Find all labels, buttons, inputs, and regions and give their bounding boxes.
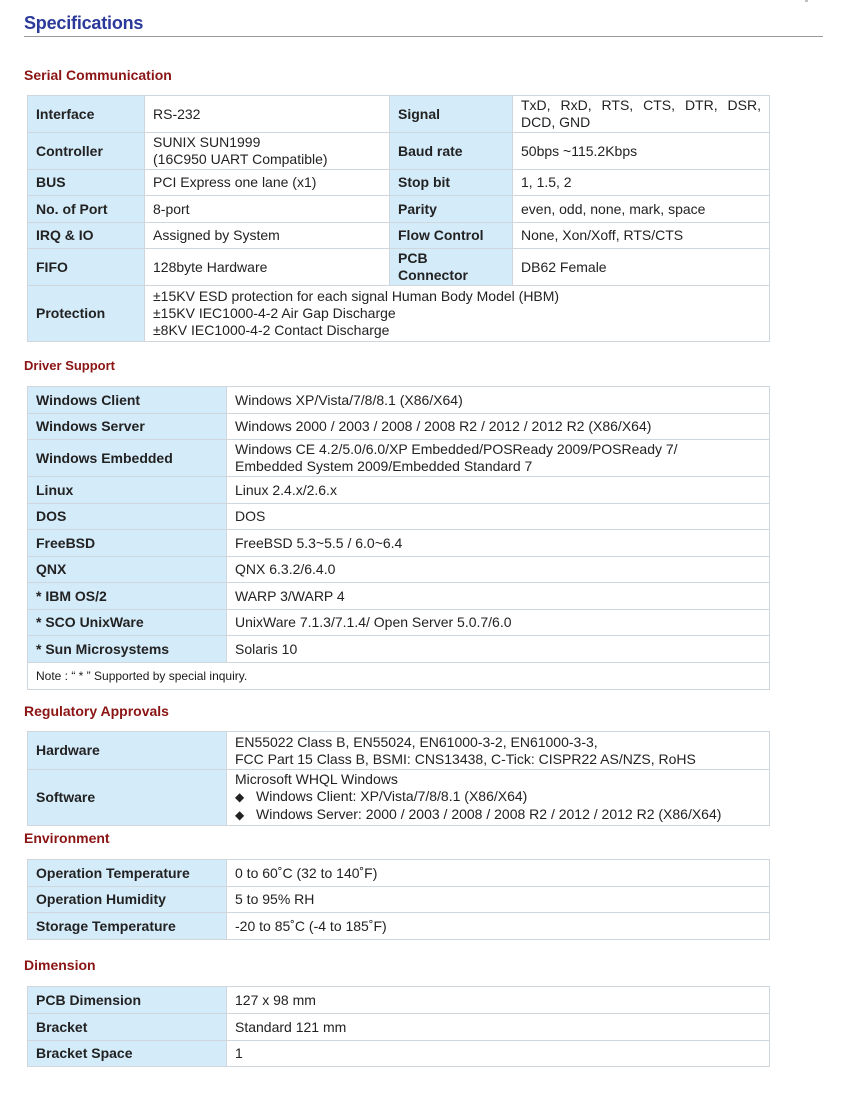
spec-value — [513, 96, 770, 133]
spec-label: PCB Dimension — [28, 987, 227, 1014]
spec-value: FreeBSD 5.3~5.5 / 6.0~6.4 — [227, 530, 770, 557]
table-row — [28, 770, 770, 826]
spec-label-line: Connector — [398, 267, 468, 283]
spec-label: Software — [28, 770, 227, 826]
spec-label: IRQ & IO — [28, 223, 145, 249]
spec-value: 8-port — [145, 196, 390, 223]
spec-value: Linux 2.4.x/2.6.x — [227, 477, 770, 504]
serial-communication-table — [27, 95, 770, 342]
spec-label: QNX — [28, 557, 227, 583]
spec-value-line: SUNIX SUN1999 — [153, 134, 261, 150]
table-row — [28, 636, 770, 663]
spec-label: Windows Embedded — [28, 440, 227, 477]
table-row — [28, 133, 770, 170]
spec-label: Storage Temperature — [28, 913, 227, 940]
spec-label: Interface — [28, 96, 145, 133]
spec-value-line: FCC Part 15 Class B, BSMI: CNS13438, C-Tick: CISPR22 AS/NZS, RoHS — [235, 750, 696, 767]
page-title: Specifications — [24, 13, 144, 33]
spec-label: DOS — [28, 504, 227, 530]
spec-label: Hardware — [28, 732, 227, 770]
spec-value: UnixWare 7.1.3/7.1.4/ Open Server 5.0.7/6.0 — [227, 610, 770, 636]
table-row — [28, 414, 770, 440]
table-row — [28, 1041, 770, 1067]
spec-value: 1, 1.5, 2 — [513, 170, 770, 196]
spec-label: Bracket Space — [28, 1041, 227, 1067]
table-row — [28, 583, 770, 610]
spec-value: Solaris 10 — [227, 636, 770, 663]
dimension-heading: Dimension — [24, 957, 96, 973]
spec-value-line: ±15KV IEC1000-4-2 Air Gap Discharge — [153, 305, 396, 321]
spec-value: DB62 Female — [513, 249, 770, 286]
spec-label: Linux — [28, 477, 227, 504]
spec-value — [145, 133, 390, 170]
spec-value: WARP 3/WARP 4 — [227, 583, 770, 610]
spec-value-line: Embedded System 2009/Embedded Standard 7 — [235, 458, 533, 474]
spec-value-line — [235, 788, 761, 806]
spec-value-line: (16C950 UART Compatible) — [153, 151, 328, 167]
table-row — [28, 663, 770, 690]
spec-value — [227, 770, 770, 826]
spec-value: 127 x 98 mm — [227, 987, 770, 1014]
spec-value: Windows XP/Vista/7/8/8.1 (X86/X64) — [227, 387, 770, 414]
driver-support-table — [27, 386, 770, 690]
table-row — [28, 223, 770, 249]
table-row — [28, 610, 770, 636]
spec-value: -20 to 85˚C (-4 to 185˚F) — [227, 913, 770, 940]
spec-label: Windows Server — [28, 414, 227, 440]
table-row — [28, 557, 770, 583]
table-row — [28, 732, 770, 770]
spec-value: 128byte Hardware — [145, 249, 390, 286]
spec-value: 50bps ~115.2Kbps — [513, 133, 770, 170]
diamond-bullet-icon: ◆ — [235, 790, 245, 804]
support-note: Note : “ * ” Supported by special inquiry. — [28, 663, 770, 690]
bullet-text: Windows Client: XP/Vista/7/8/8.1 (X86/X64) — [256, 788, 528, 804]
spec-label — [390, 249, 513, 286]
table-row — [28, 387, 770, 414]
table-row — [28, 249, 770, 286]
spec-value-line — [235, 806, 761, 824]
spec-value: 0 to 60˚C (32 to 140˚F) — [227, 860, 770, 887]
spec-label: FIFO — [28, 249, 145, 286]
spec-value: Windows 2000 / 2003 / 2008 / 2008 R2 / 2012 / 2012 R2 (X86/X64) — [227, 414, 770, 440]
table-row — [28, 196, 770, 223]
spec-value-line: ±8KV IEC1000-4-2 Contact Discharge — [153, 322, 390, 338]
spec-value-line: TxD, RxD, RTS, CTS, DTR, DSR, — [521, 97, 761, 113]
spec-label: Operation Temperature — [28, 860, 227, 887]
spec-label: * SCO UnixWare — [28, 610, 227, 636]
spec-value-line: Windows CE 4.2/5.0/6.0/XP Embedded/POSReady 2009/POSReady 7/ — [235, 441, 678, 457]
spec-label: Parity — [390, 196, 513, 223]
driver-support-heading: Driver Support — [24, 358, 116, 373]
spec-label: Flow Control — [390, 223, 513, 249]
table-row — [28, 887, 770, 913]
spec-value-line: DCD, GND — [521, 114, 591, 130]
environment-heading: Environment — [24, 830, 110, 846]
spec-label: BUS — [28, 170, 145, 196]
spec-label: Operation Humidity — [28, 887, 227, 913]
diamond-bullet-icon: ◆ — [235, 808, 245, 822]
spec-value: Assigned by System — [145, 223, 390, 249]
spec-label: * Sun Microsystems — [28, 636, 227, 663]
spec-value: RS-232 — [145, 96, 390, 133]
spec-value: 5 to 95% RH — [227, 887, 770, 913]
regulatory-approvals-heading: Regulatory Approvals — [24, 703, 169, 719]
spec-label: No. of Port — [28, 196, 145, 223]
spec-value: 1 — [227, 1041, 770, 1067]
table-row — [28, 477, 770, 504]
table-row — [28, 170, 770, 196]
spec-label: * IBM OS/2 — [28, 583, 227, 610]
spec-value — [227, 440, 770, 477]
spec-label: FreeBSD — [28, 530, 227, 557]
table-row — [28, 96, 770, 133]
spec-value: None, Xon/Xoff, RTS/CTS — [513, 223, 770, 249]
environment-table — [27, 859, 770, 940]
corner-mark — [805, 0, 808, 2]
spec-label: Baud rate — [390, 133, 513, 170]
spec-value-line: ±15KV ESD protection for each signal Human Body Model (HBM) — [153, 288, 560, 304]
spec-value-line: Microsoft WHQL Windows — [235, 771, 398, 787]
spec-value: DOS — [227, 504, 770, 530]
table-row — [28, 440, 770, 477]
spec-label: Controller — [28, 133, 145, 170]
spec-value: even, odd, none, mark, space — [513, 196, 770, 223]
table-row — [28, 1014, 770, 1041]
regulatory-approvals-table — [27, 731, 770, 826]
spec-value — [227, 732, 770, 770]
bullet-text: Windows Server: 2000 / 2003 / 2008 / 2008 R2 / 2012 / 2012 R2 (X86/X64) — [256, 806, 722, 822]
spec-label-line: PCB — [398, 250, 428, 266]
spec-value: PCI Express one lane (x1) — [145, 170, 390, 196]
serial-communication-heading: Serial Communication — [24, 67, 172, 83]
spec-value: Standard 121 mm — [227, 1014, 770, 1041]
spec-label: Windows Client — [28, 387, 227, 414]
spec-label: Stop bit — [390, 170, 513, 196]
table-row — [28, 504, 770, 530]
table-row — [28, 987, 770, 1014]
title-divider — [24, 36, 823, 37]
spec-label: Signal — [390, 96, 513, 133]
spec-value-line: EN55022 Class B, EN55024, EN61000-3-2, EN61000-3-3, — [235, 733, 598, 750]
spec-value: QNX 6.3.2/6.4.0 — [227, 557, 770, 583]
table-row — [28, 913, 770, 940]
table-row — [28, 286, 770, 342]
dimension-table — [27, 986, 770, 1067]
spec-value — [145, 286, 770, 342]
spec-label: Bracket — [28, 1014, 227, 1041]
spec-label: Protection — [28, 286, 145, 342]
table-row — [28, 530, 770, 557]
table-row — [28, 860, 770, 887]
